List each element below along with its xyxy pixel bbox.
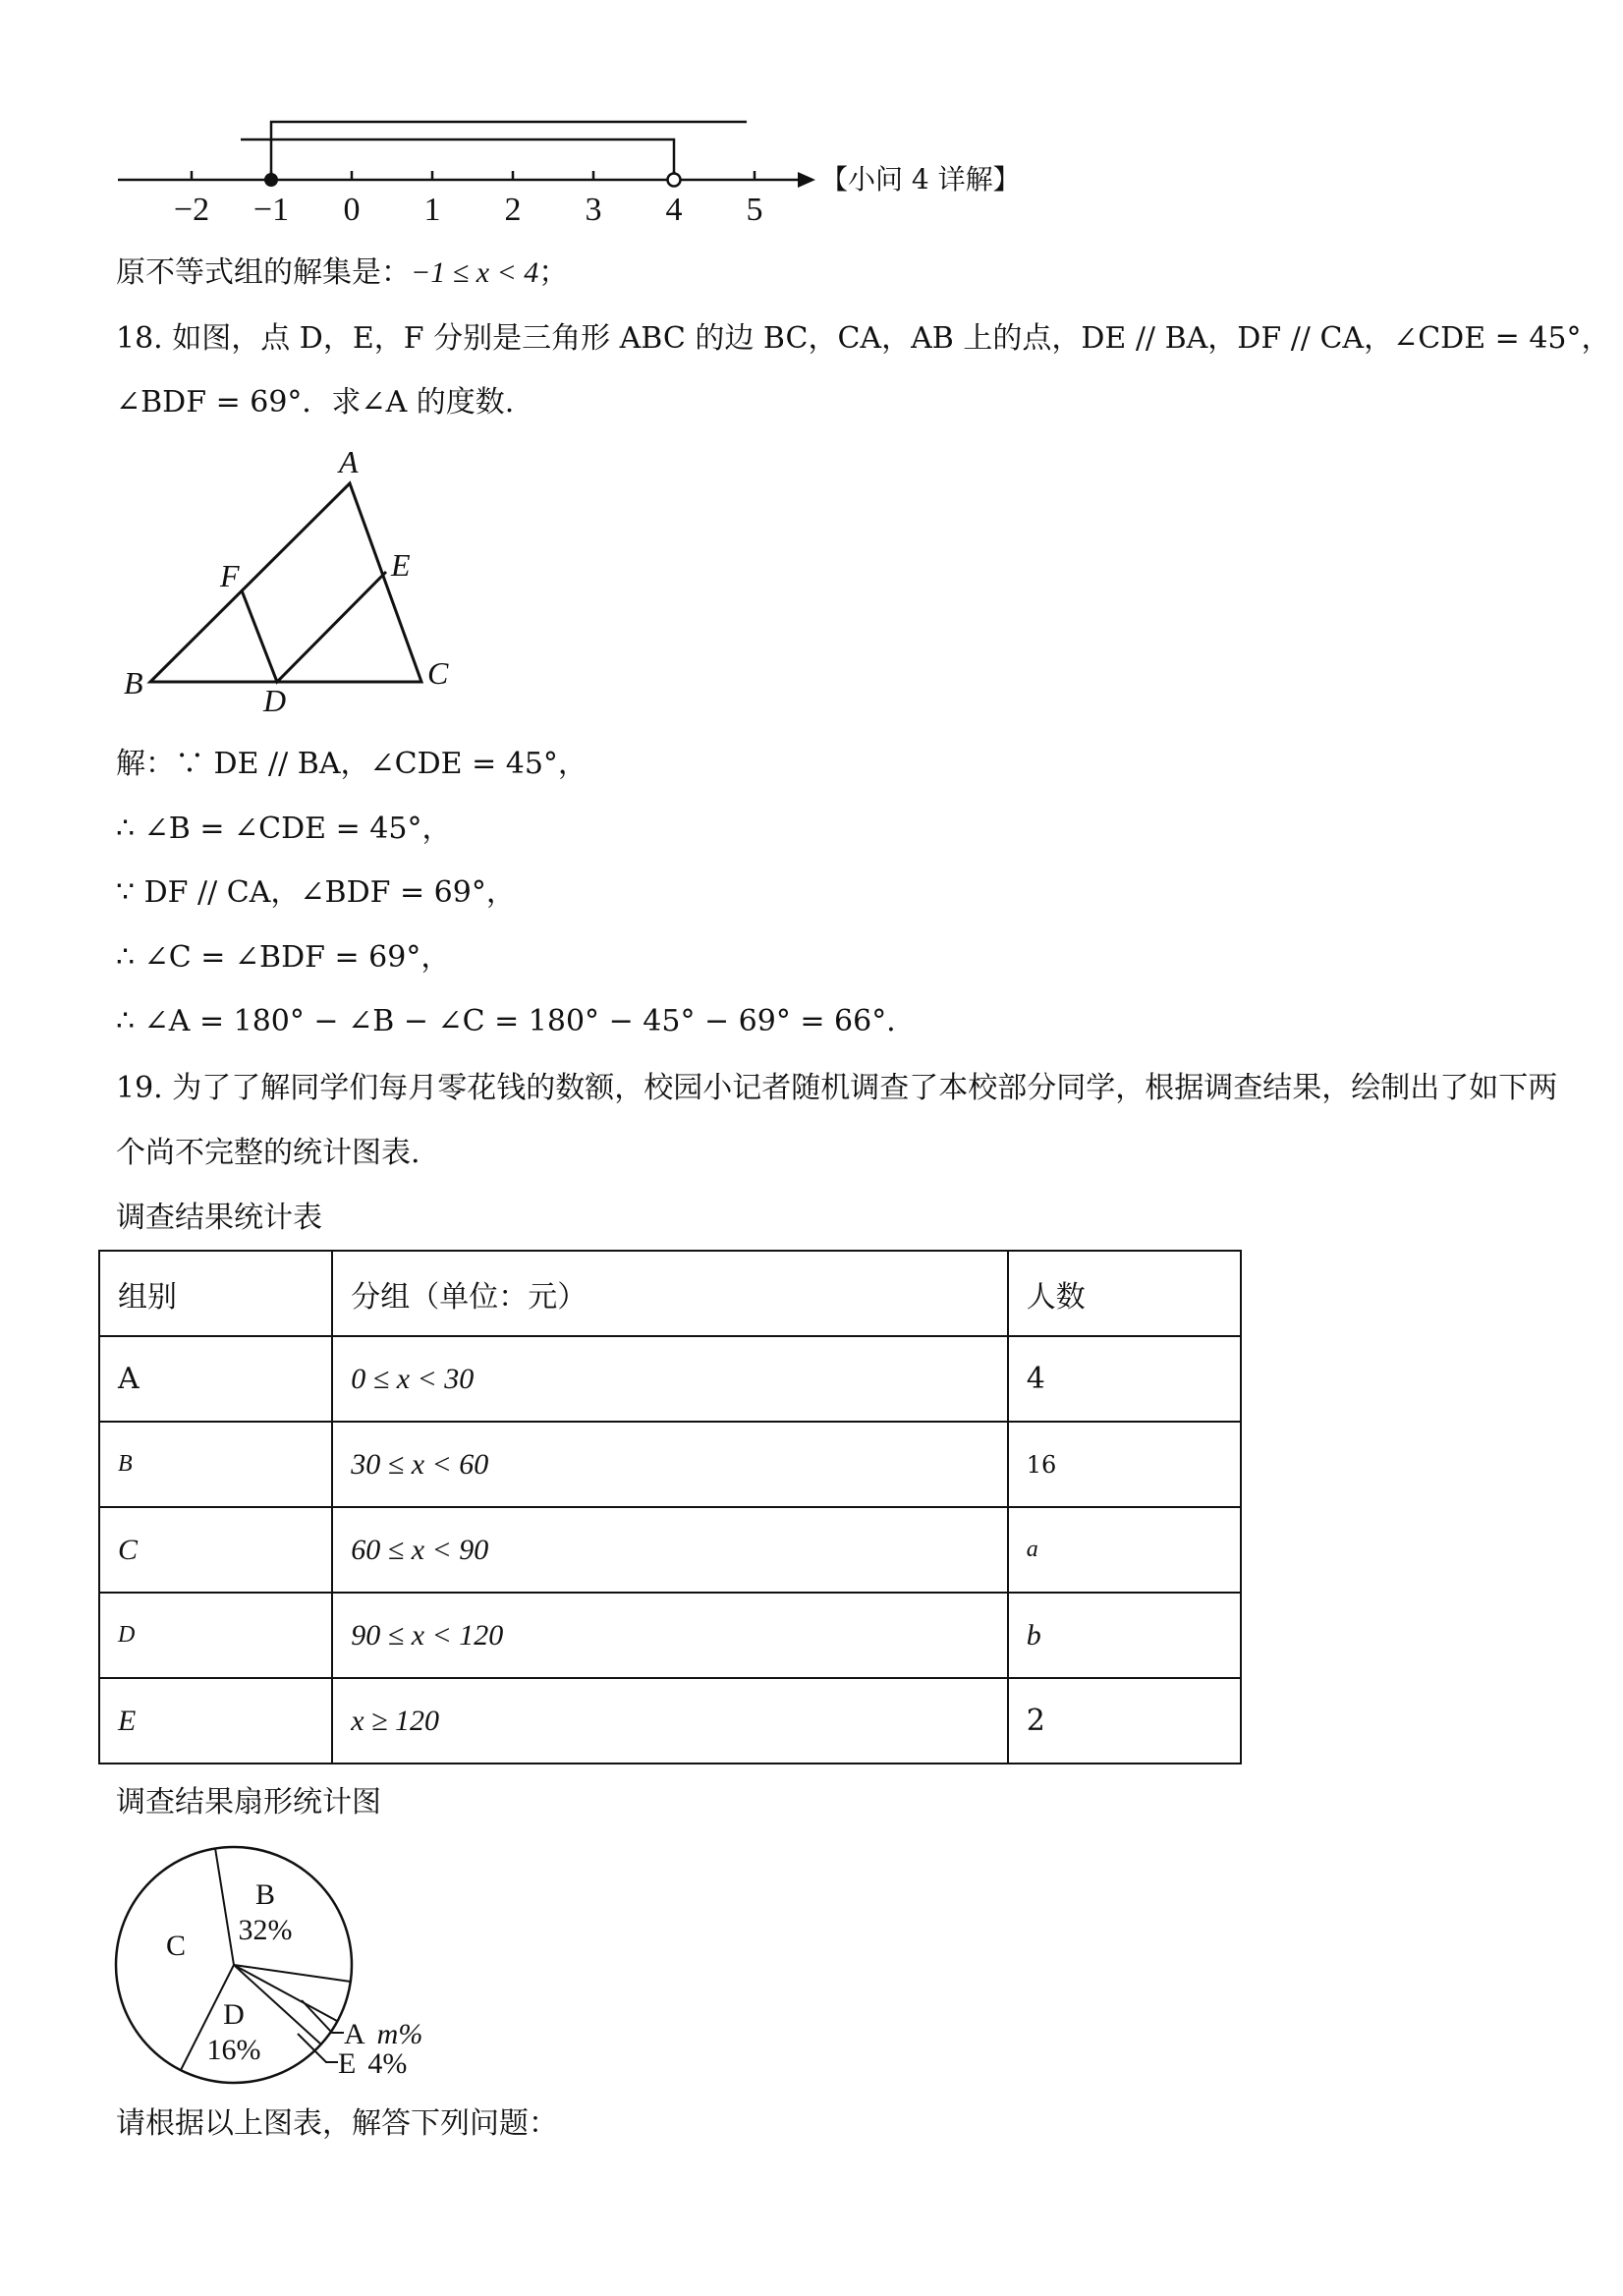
range-cell: 0 ≤ x < 30 [332,1336,1007,1422]
tick-label: 3 [585,192,602,228]
pie-label-E: E 4% [338,2047,408,2080]
closed-point-icon [264,173,278,187]
label-A: A [339,447,359,479]
tick-label: 1 [423,192,441,228]
pie-pct-D: 16% [206,2034,261,2066]
table-header-row [99,1251,1241,1336]
q18-solution-line: ∴ ∠A = 180° − ∠B − ∠C = 180° − 45° − 69° = 66°． [116,1004,917,1038]
count-cell: b [1008,1593,1241,1678]
pie-title: 调查结果扇形统计图 [116,1785,381,1820]
range-cell: 90 ≤ x < 120 [332,1593,1007,1678]
count-cell: 16 [1008,1422,1241,1507]
group-cell: A [99,1336,332,1422]
stats-table [98,1250,1242,1764]
pie-label-C: C [165,1930,187,1962]
tick-label: 5 [746,192,763,228]
tick-label: 4 [665,192,683,228]
open-point-icon [668,174,681,187]
label-B: B [124,665,143,700]
table-header: 组别 [99,1251,332,1336]
table-header: 分组（单位：元） [332,1251,1007,1336]
count-cell: a [1008,1507,1241,1593]
tick-label: −2 [173,192,210,228]
group-cell: B [99,1422,332,1507]
solution-expr: −1 ≤ x < 4 [411,256,539,289]
tick-label: 2 [504,192,522,228]
table-row [99,1507,1241,1593]
tick-label: 0 [343,192,361,228]
q18-solution-line: 解：∵ DE // BA，∠CDE = 45°， [116,747,588,781]
table-row [99,1678,1241,1764]
group-cell: C [99,1507,332,1593]
triangle-figure [118,447,472,722]
label-E: E [391,547,411,583]
range-cell: 30 ≤ x < 60 [332,1422,1007,1507]
table-row [99,1422,1241,1507]
pie-label-B: B [254,1878,276,1911]
subquestion-note: 【小问 4 详解】 [820,163,1021,196]
table-row [99,1336,1241,1422]
q19-line1: 19. 为了了解同学们每月零花钱的数额，校园小记者随机调查了本校部分同学，根据调查结果，绘制出了如下两 [116,1071,1558,1105]
q19-line2: 个尚不完整的统计图表. [116,1136,420,1170]
group-cell: E [99,1678,332,1764]
range-cell: 60 ≤ x < 90 [332,1507,1007,1593]
q18-line2: ∠BDF = 69°．求∠A 的度数. [116,385,515,420]
label-F: F [220,558,240,593]
slice-boundary [234,1965,351,1982]
pie-pct-B: 32% [238,1914,293,1946]
group-cell: D [99,1593,332,1678]
table-header: 人数 [1008,1251,1241,1336]
pie-label-A: A m% [344,2018,423,2050]
pie-label-D: D [223,1998,245,2031]
q18-line1: 18. 如图，点 D，E，F 分别是三角形 ABC 的边 BC，CA，AB 上的点，DE // BA，DF // CA，∠CDE = 45°， [116,321,1611,356]
table-row [99,1593,1241,1678]
count-cell: 4 [1008,1336,1241,1422]
closing-line: 请根据以上图表，解答下列问题： [116,2106,558,2141]
q18-solution-line: ∴ ∠B = ∠CDE = 45°， [116,812,452,846]
count-cell: 2 [1008,1678,1241,1764]
solution-set: 原不等式组的解集是：−1 ≤ x < 4； [116,255,569,290]
label-D: D [263,683,287,718]
slice-boundary [215,1848,234,1965]
range-cell: x ≥ 120 [332,1678,1007,1764]
q18-solution-line: ∴ ∠C = ∠BDF = 69°， [116,940,451,975]
tick-label: −1 [252,192,290,228]
label-C: C [427,655,449,691]
table-title: 调查结果统计表 [116,1201,322,1235]
number-line [98,98,1041,236]
q18-solution-line: ∵ DF // CA，∠BDF = 69°， [116,875,516,910]
pie-chart [98,1837,491,2093]
